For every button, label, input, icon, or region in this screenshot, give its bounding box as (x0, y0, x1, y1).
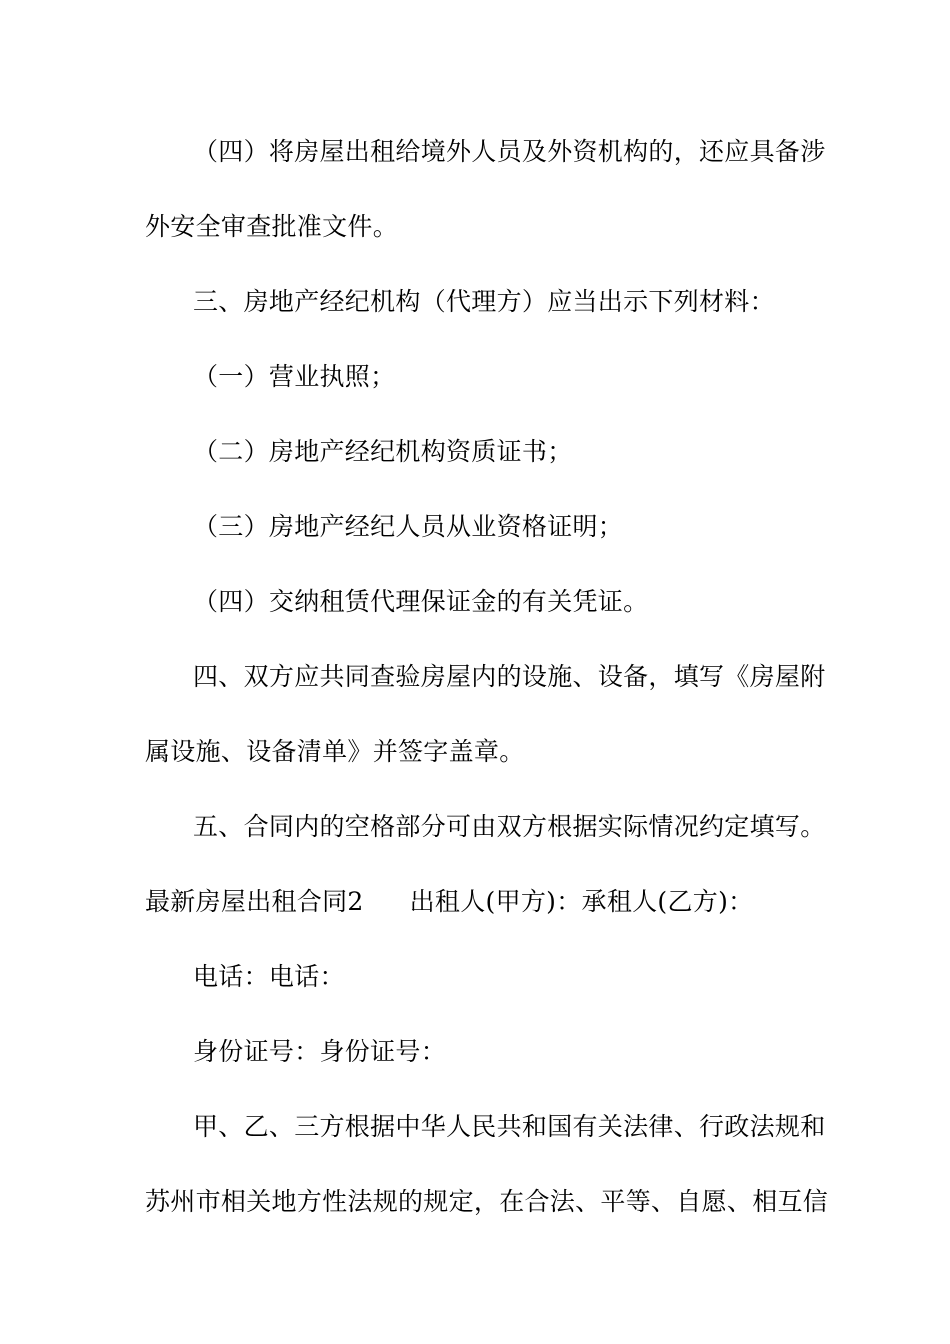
paragraph-line: 外安全审查批准文件。 (145, 212, 399, 241)
phone-field-line: 电话：电话： (193, 962, 345, 991)
paragraph-line: （四）将房屋出租给境外人员及外资机构的，还应具备涉 (193, 137, 826, 166)
id-number-field-line: 身份证号：身份证号： (193, 1037, 447, 1066)
contract-title-line (145, 886, 810, 918)
list-item: （四）交纳租赁代理保证金的有关凭证。 (193, 587, 649, 616)
list-item: （三）房地产经纪人员从业资格证明； (193, 512, 624, 541)
section-heading: 三、房地产经纪机构（代理方）应当出示下列材料： (193, 287, 775, 316)
paragraph-line: 苏州市相关地方性法规的规定，在合法、平等、自愿、相互信 (145, 1187, 829, 1216)
paragraph-line: 甲、乙、三方根据中华人民共和国有关法律、行政法规和 (193, 1112, 826, 1141)
parties-label: 出租人(甲方)：承租人(乙方)： (409, 887, 754, 916)
section-heading: 四、双方应共同查验房屋内的设施、设备，填写《房屋附 (193, 662, 826, 691)
list-item: （一）营业执照； (193, 362, 396, 391)
list-item: （二）房地产经纪机构资质证书； (193, 437, 573, 466)
paragraph-line: 属设施、设备清单》并签字盖章。 (145, 737, 525, 766)
contract-title: 最新房屋出租合同2 (145, 887, 364, 916)
section-heading: 五、合同内的空格部分可由双方根据实际情况约定填写。 (193, 812, 826, 841)
